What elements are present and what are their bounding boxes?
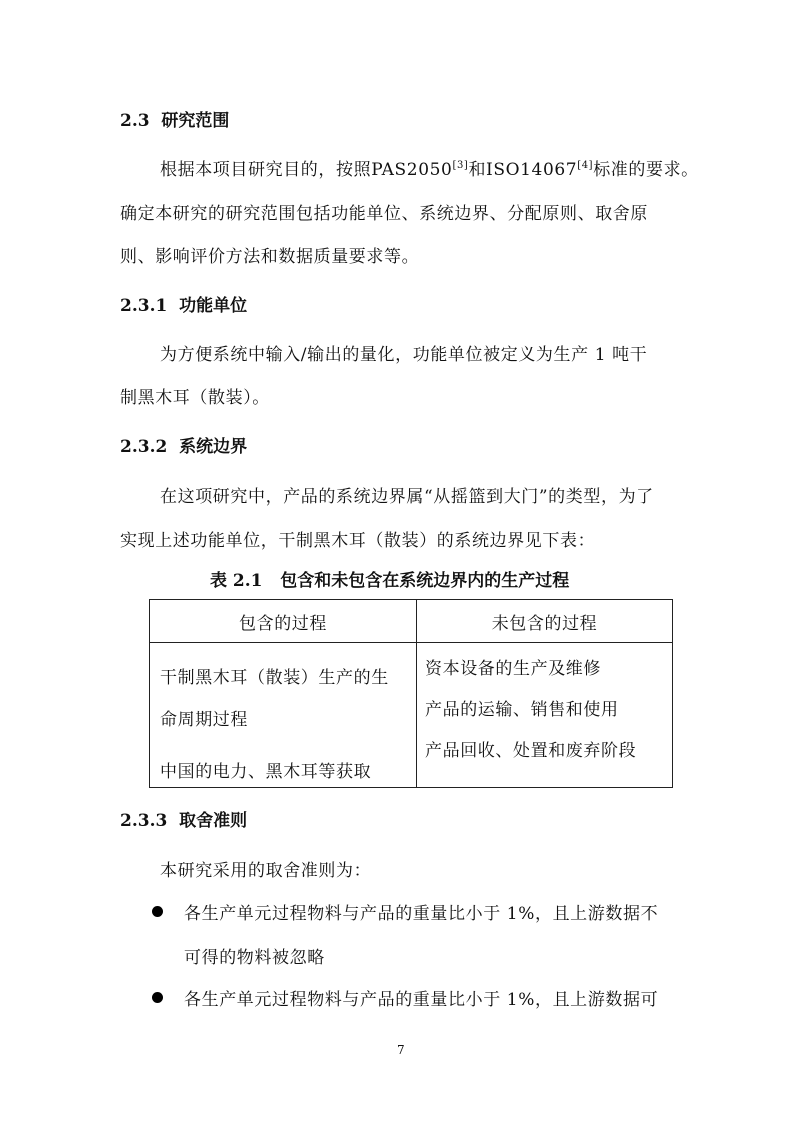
bullet-icon — [152, 992, 163, 1003]
subsection-heading-cutoff — [120, 806, 247, 831]
table-header-excluded: 未包含的过程 — [417, 600, 673, 643]
included-item: 命周期过程 — [160, 710, 248, 730]
scope-paragraph-line-2: 确定本研究的研究范围包括功能单位、系统边界、分配原则、取舍原 — [120, 204, 648, 224]
subsection-title: 功能单位 — [179, 296, 248, 316]
included-item: 干制黑木耳（散装）生产的生 — [160, 668, 389, 688]
table-caption-text: 包含和未包含在系统边界内的生产过程 — [280, 571, 570, 591]
scope-text-a: 根据本项目研究目的，按照PAS2050 — [160, 160, 453, 180]
bullet-icon — [152, 906, 163, 917]
subsection-number: 2.3.3 — [120, 811, 168, 831]
section-title: 研究范围 — [161, 111, 230, 131]
table-header-row — [150, 600, 673, 643]
table-caption — [210, 566, 569, 591]
cutoff-bullet-2-line-1: 各生产单元过程物料与产品的重量比小于 1%，且上游数据可 — [184, 990, 659, 1010]
system-boundary-line-2: 实现上述功能单位，干制黑木耳（散装）的系统边界见下表： — [120, 531, 596, 551]
functional-unit-line-1: 为方便系统中输入/输出的量化，功能单位被定义为生产 1 吨干 — [160, 345, 648, 365]
cutoff-intro: 本研究采用的取舍准则为： — [160, 861, 372, 881]
table-header-included: 包含的过程 — [150, 600, 417, 643]
scope-paragraph-line-1 — [160, 155, 699, 180]
cutoff-bullet-1-line-1: 各生产单元过程物料与产品的重量比小于 1%，且上游数据不 — [184, 904, 659, 924]
table-caption-number: 表 2.1 — [210, 571, 263, 591]
system-boundary-line-1: 在这项研究中，产品的系统边界属“从摇篮到大门”的类型，为了 — [160, 487, 654, 507]
subsection-number: 2.3.1 — [120, 296, 168, 316]
page-number: 7 — [397, 1043, 405, 1057]
scope-text-c: 标准的要求。 — [593, 160, 699, 180]
section-heading — [120, 106, 229, 131]
cutoff-bullet-1-line-2: 可得的物料被忽略 — [184, 948, 325, 968]
functional-unit-line-2: 制黑木耳（散装）。 — [120, 388, 270, 408]
included-item: 中国的电力、黑木耳等获取 — [160, 762, 372, 782]
excluded-item: 产品回收、处置和废弃阶段 — [425, 741, 637, 761]
subsection-title: 系统边界 — [179, 437, 248, 457]
excluded-item: 产品的运输、销售和使用 — [425, 700, 619, 720]
scope-paragraph-line-3: 则、影响评价方法和数据质量要求等。 — [120, 247, 420, 267]
citation-4: [4] — [577, 160, 594, 171]
subsection-heading-system-boundary — [120, 432, 247, 457]
citation-3: [3] — [452, 160, 469, 171]
subsection-heading-functional-unit — [120, 291, 247, 316]
subsection-number: 2.3.2 — [120, 437, 168, 457]
section-number: 2.3 — [120, 111, 150, 131]
subsection-title: 取舍准则 — [179, 811, 248, 831]
scope-text-b: 和ISO14067 — [468, 160, 578, 180]
excluded-item: 资本设备的生产及维修 — [425, 659, 601, 679]
